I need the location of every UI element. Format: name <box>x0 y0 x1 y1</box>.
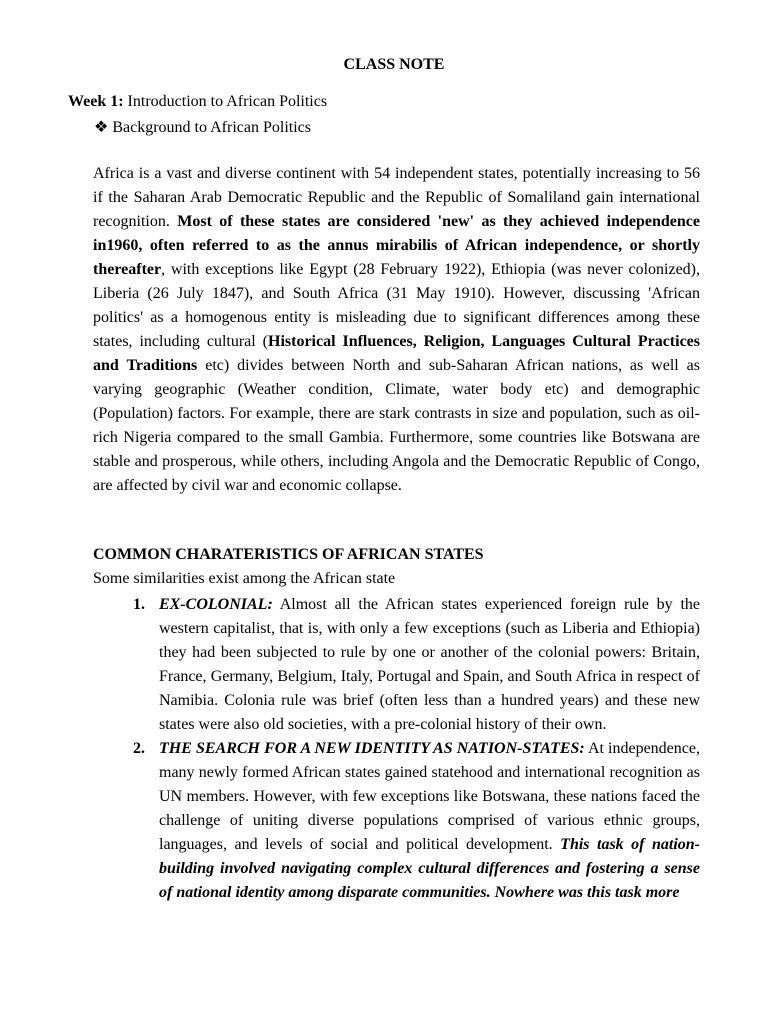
intro-sentence-3: , with exceptions like Egypt (28 February 1922), Ethiopia (was never colonized), Liberia (26 July 1847), and South Africa (31 May 1910). However, discussing 'African politics' as a homogenous entity is misleading due to significant differences among these states, including cultural ( <box>93 261 700 350</box>
list-item-text: Almost all the African states experienced foreign rule by the western capitalist, that is, with only a few exceptions (such as Liberia and Ethiopia) they had been subjected to rule by one or another of the colonial powers: Britain, France, Germany, Belgium, Italy, Portugal and Spain, and South Africa in respect of Namibia. Colonia rule was brief (often less than a hundred years) and these new states were also old societies, with a pre-colonial history of their own. <box>159 596 700 733</box>
list-item-heading: EX-COLONIAL: <box>159 596 273 613</box>
intro-paragraph <box>93 162 700 498</box>
intro-sentence-5: etc) divides between North and sub-Saharan African nations, as well as varying geographic (Weather condition, Climate, water body etc) and demographic (Population) factors. For example, there are stark contrasts in size and population, such as oil-rich Nigeria compared to the small Gambia. Furthermore, some countries like Botswana are stable and prosperous, while others, including Angola and the Democratic Republic of Congo, are affected by civil war and economic collapse. <box>93 357 700 494</box>
intro-bold-factors: Historical Influences, Religion, Languages Cultural Practices and Traditions <box>93 333 700 374</box>
characteristics-list <box>133 593 700 905</box>
list-item-heading: THE SEARCH FOR A NEW IDENTITY AS NATION-STATES: <box>159 740 585 757</box>
diamond-bullet-icon: ❖ <box>94 119 109 136</box>
bullet-text: Background to African Politics <box>112 119 311 136</box>
intro-sentence-1: Africa is a vast and diverse continent with 54 independent states, potentially increasing to 56 if the Saharan Arab Democratic Republic and the Republic of Somaliland gain international recognition. <box>93 165 700 230</box>
page-title: CLASS NOTE <box>343 56 445 73</box>
list-item-text: At independence, many newly formed African states gained statehood and international recognition as UN members. However, with few exceptions like Botswana, these nations faced the challenge of uniting diverse populations comprised of various ethnic groups, languages, and levels of social and political development. <box>159 740 700 853</box>
bullet-item <box>94 117 311 137</box>
list-number: 2. <box>133 740 145 757</box>
list-number: 1. <box>133 596 145 613</box>
week-topic: Introduction to African Politics <box>127 93 328 110</box>
section-intro: Some similarities exist among the African state <box>93 570 396 587</box>
intro-bold-statement: Most of these states are considered 'new' as they achieved independence in1960, often referred to as the annus mirabilis of African independence, or shortly thereafter <box>93 213 700 278</box>
section-heading: COMMON CHARATERISTICS OF AFRICAN STATES <box>93 546 484 563</box>
week-heading <box>68 93 327 111</box>
list-item <box>133 593 700 737</box>
week-label: Week 1: <box>68 93 124 110</box>
list-item-emphasis: This task of nation-building involved navigating complex cultural differences and fostering a sense of national identity among disparate communities. Nowhere was this task more <box>159 836 701 901</box>
list-item <box>133 737 700 905</box>
